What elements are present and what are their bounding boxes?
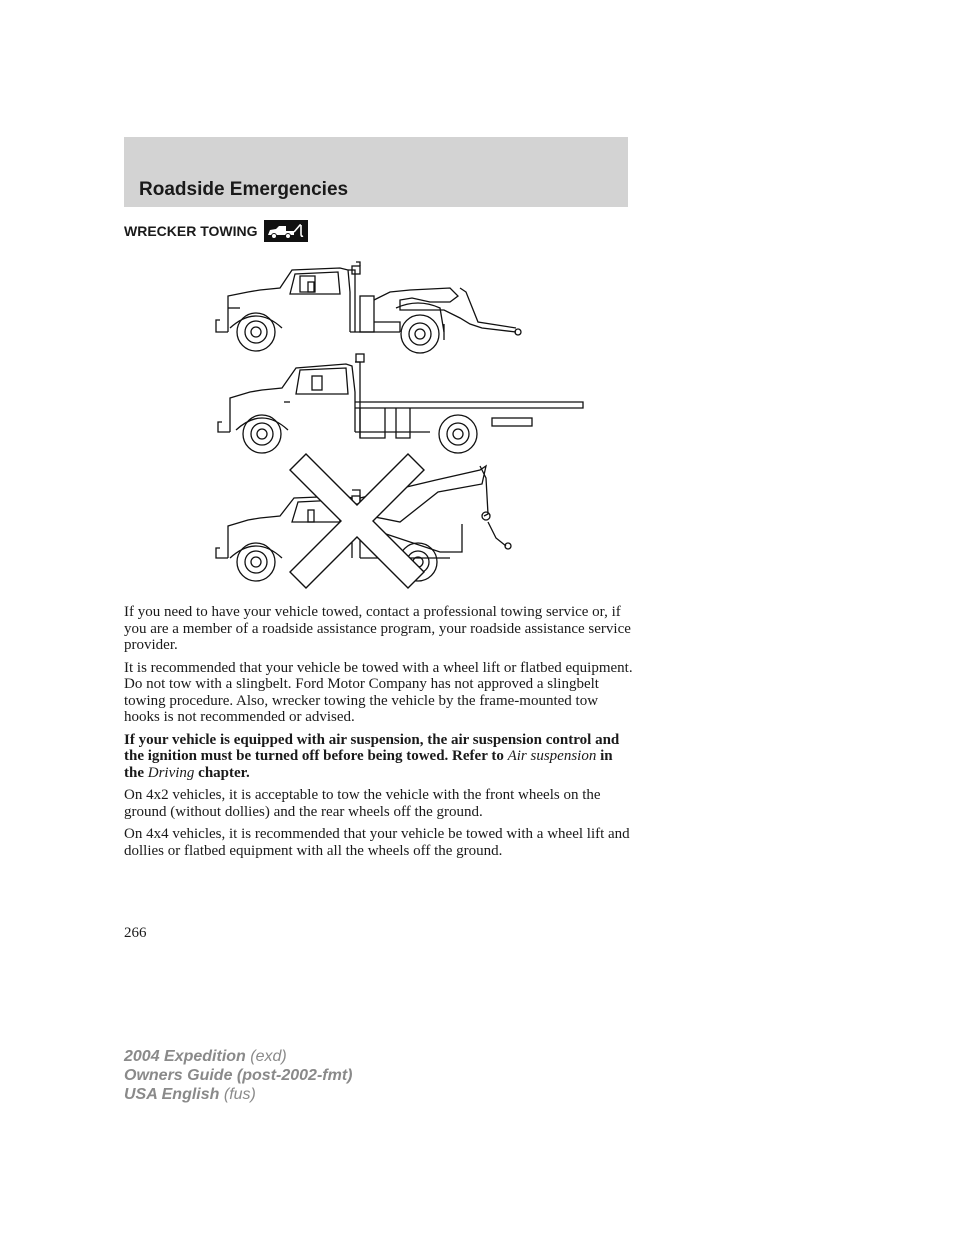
tow-truck-icon xyxy=(264,220,308,242)
page-number: 266 xyxy=(124,925,147,941)
air-suspension-ref: Air suspension xyxy=(507,748,597,764)
wheel-lift-truck-illustration xyxy=(216,262,521,353)
flatbed-truck-illustration xyxy=(218,354,583,453)
body-text xyxy=(124,604,634,865)
section-heading-text: WRECKER TOWING xyxy=(124,223,258,239)
paragraph-air-suspension-warning: If your vehicle is equipped with air suspension, the air suspension control and the ignition must be turned off before being towed. Refer to Air suspension in the Driving chapter. xyxy=(124,731,620,781)
paragraph-4x4: On 4x4 vehicles, it is recommended that your vehicle be towed with a wheel lift and dollies or flatbed equipment with all the wheels off the ground. xyxy=(124,826,630,859)
paragraph-4x2: On 4x2 vehicles, it is acceptable to tow the vehicle with the front wheels on the ground (without dollies) and the rear wheels off the ground. xyxy=(124,787,601,820)
document-footer xyxy=(124,1047,352,1104)
towing-methods-illustration xyxy=(200,252,600,597)
footer-line-1: 2004 Expedition (exd) xyxy=(124,1048,287,1065)
paragraph-recommended-equipment: It is recommended that your vehicle be towed with a wheel lift or flatbed equipment. Do not tow with a slingbelt. Ford Motor Company has not approved a slingbelt towing procedure. Also, wrecker towing the vehicle by the frame-mounted tow hooks is not recommended or advised. xyxy=(124,659,633,725)
footer-line-3: USA English (fus) xyxy=(124,1086,256,1103)
paragraph-contact-towing: If you need to have your vehicle towed, contact a professional towing service or, if you are a member of a roadside assistance program, your roadside assistance service provider. xyxy=(124,604,631,653)
footer-line-2: Owners Guide (post-2002-fmt) xyxy=(124,1067,353,1084)
page-title: Roadside Emergencies xyxy=(139,179,349,200)
driving-chapter-ref: Driving xyxy=(147,764,195,781)
header-band xyxy=(124,137,628,207)
section-heading xyxy=(124,220,308,242)
not-approved-x-mark xyxy=(290,454,424,588)
